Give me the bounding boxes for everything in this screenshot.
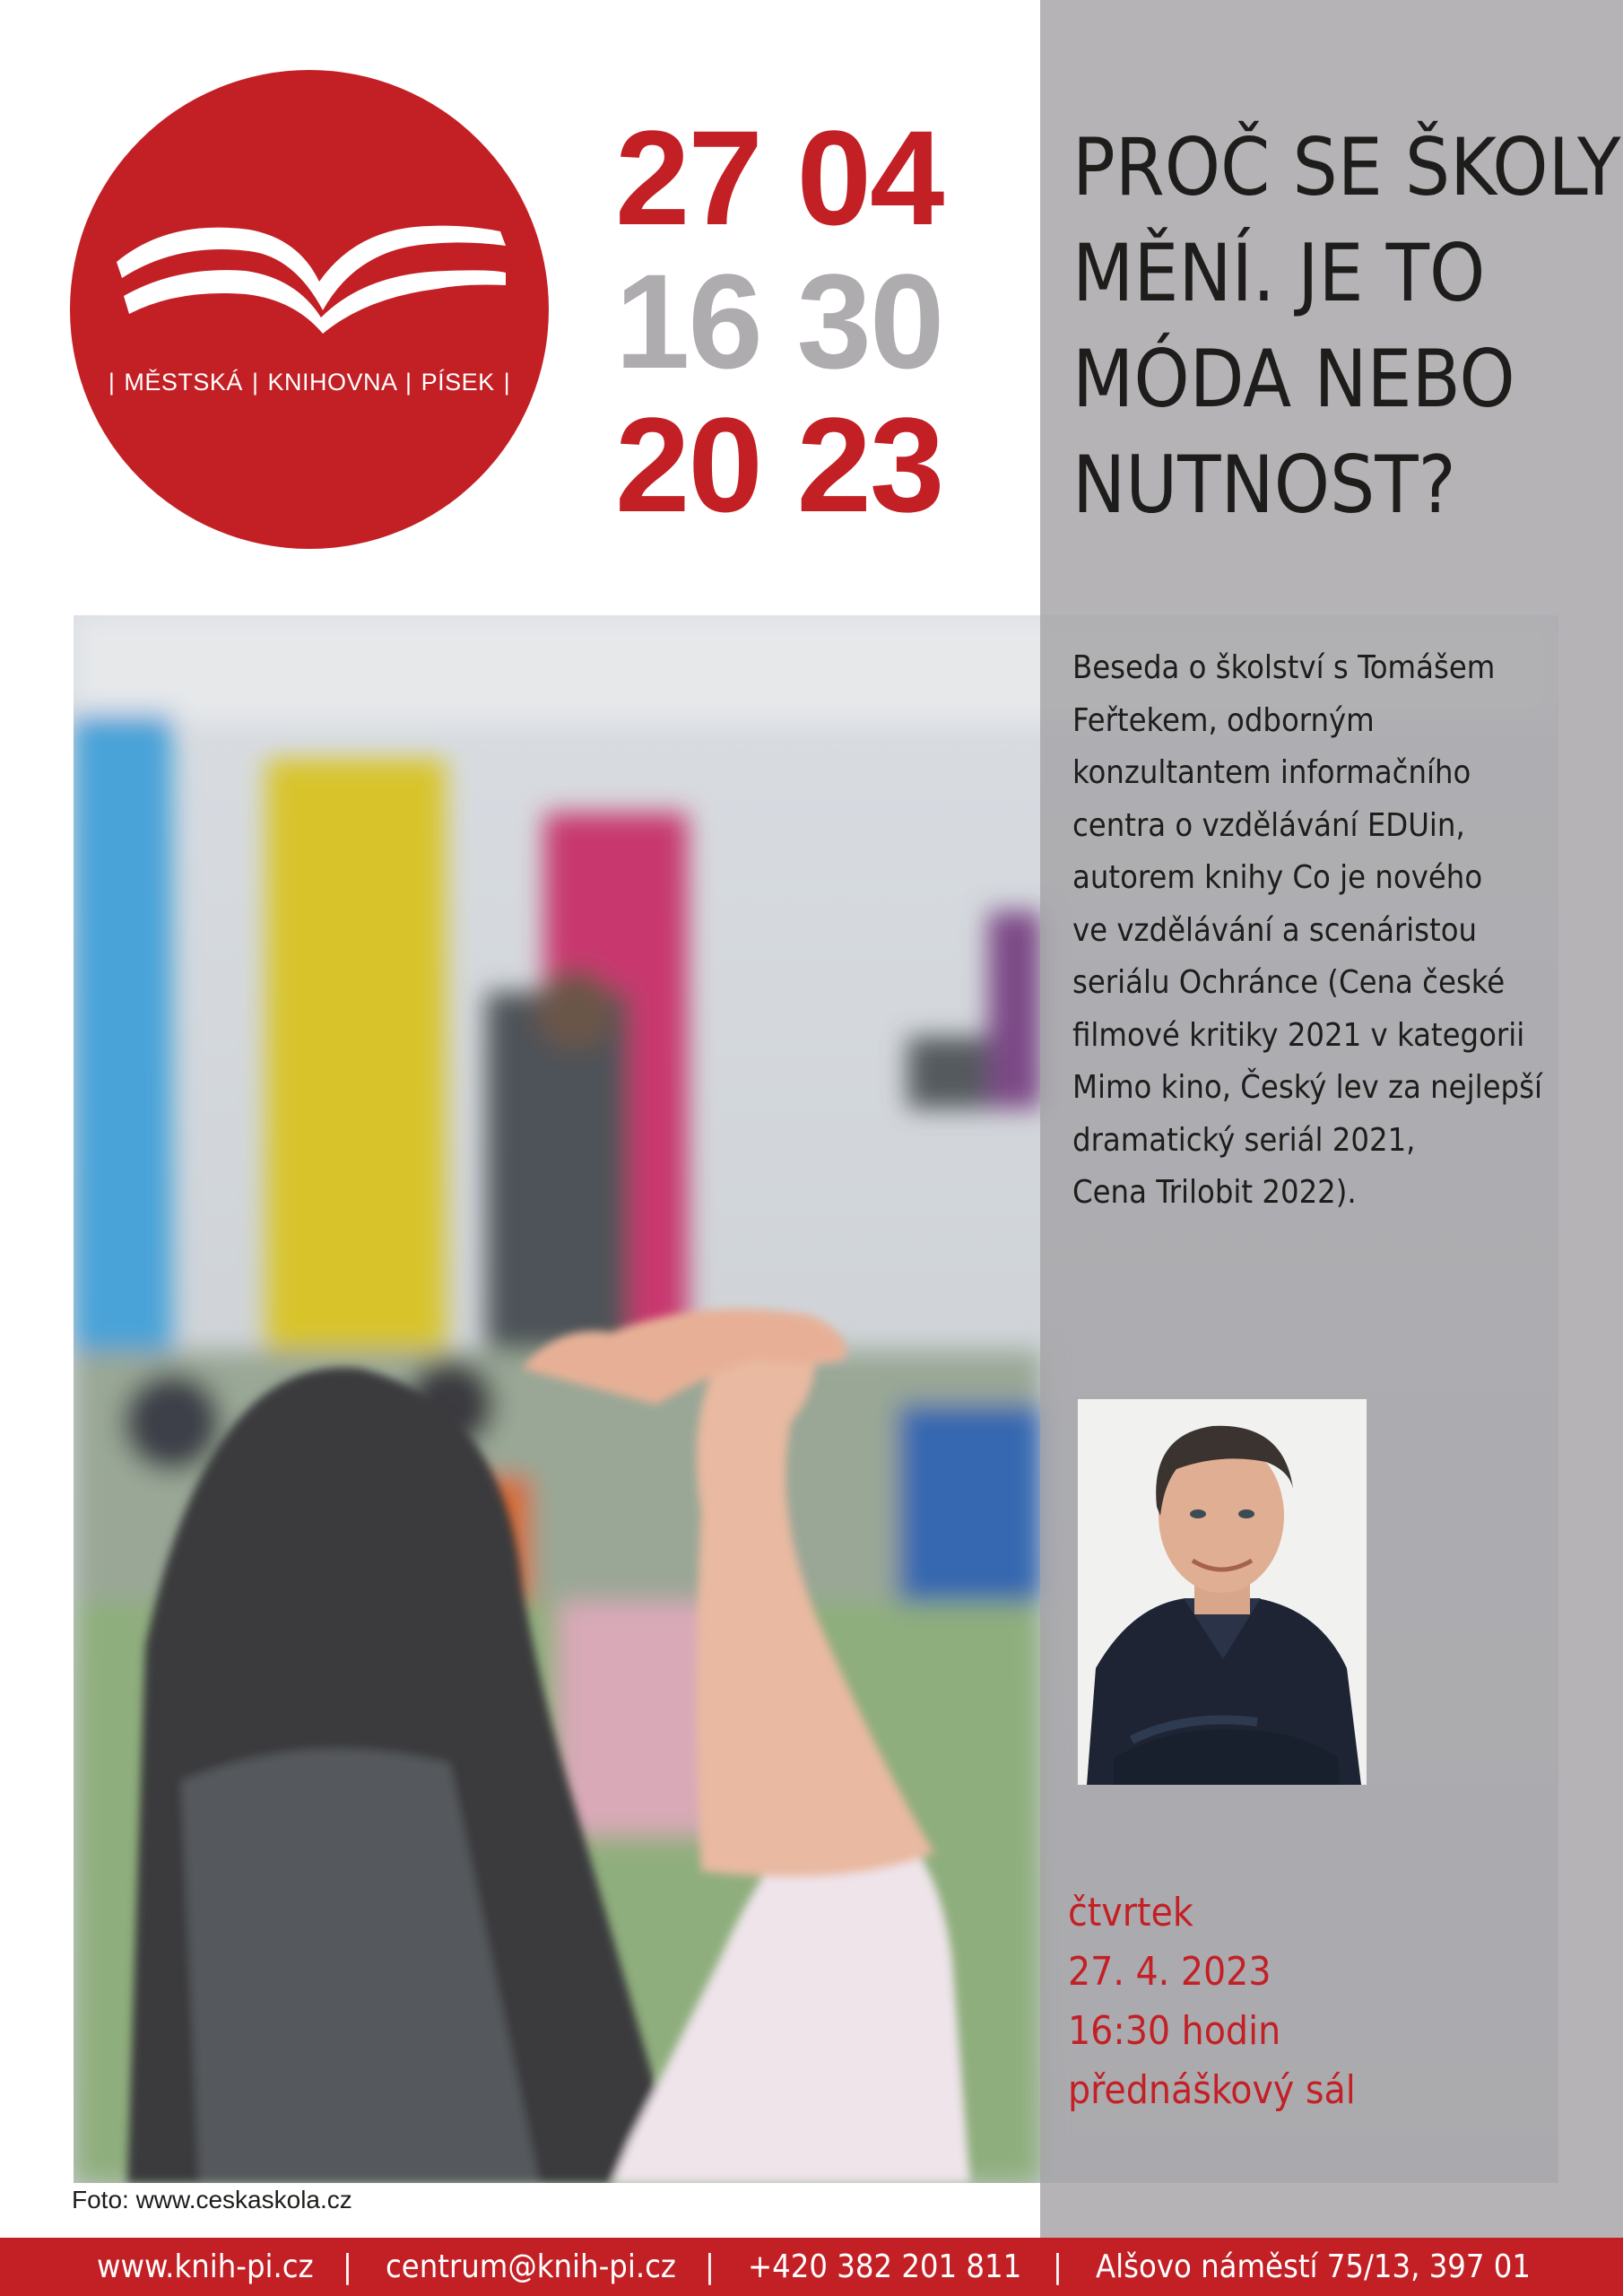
footer-separator: | xyxy=(1053,2248,1063,2285)
event-time: 16:30 hodin xyxy=(1068,2008,1281,2054)
footer-separator: | xyxy=(343,2248,352,2285)
logo-wordmark: | MĚSTSKÁ | KNIHOVNA | PÍSEK | xyxy=(108,369,511,396)
event-info xyxy=(1068,1883,1534,2120)
footer-phone[interactable]: +420 382 201 811 xyxy=(748,2248,1022,2285)
library-logo xyxy=(70,70,549,549)
event-description: Beseda o školství s Tomášem Feřtekem, odborným konzultantem informačního centra o vzdělávání EDUin, autorem knihy Co je nového ve vzdělávání a scenáristou seriálu Ochránce (Cena české filmové kritiky 2021 v kategorii Mimo kino, Český lev za nejlepší dramatický seriál 2021, Cena Trilobit 2022). xyxy=(1072,649,1542,1211)
footer-address: Alšovo náměstí 75/13, 397 01 xyxy=(1096,2248,1531,2285)
open-book-icon xyxy=(70,70,549,549)
date-day-month: 27 04 xyxy=(615,102,943,253)
logo-word-town: PÍSEK xyxy=(421,369,495,396)
event-date: 27. 4. 2023 xyxy=(1068,1949,1271,1995)
speaker-portrait xyxy=(1078,1399,1367,1785)
logo-word-city: MĚSTSKÁ xyxy=(124,369,243,396)
footer-email-link[interactable]: centrum@knih-pi.cz xyxy=(386,2248,676,2285)
contact-footer xyxy=(0,2238,1623,2296)
page-title: PROČ SE ŠKOLY MĚNÍ. JE TO MÓDA NEBO NUTNOST? xyxy=(1072,121,1621,531)
date-time: 16 30 xyxy=(615,246,943,396)
footer-website-link[interactable]: www.knih-pi.cz xyxy=(97,2248,314,2285)
date-year: 20 23 xyxy=(615,389,943,540)
event-place: přednáškový sál xyxy=(1068,2067,1356,2113)
photo-credit: Foto: www.ceskaskola.cz xyxy=(72,2186,352,2213)
logo-word-library: KNIHOVNA xyxy=(267,369,397,396)
event-date-block xyxy=(615,102,1010,540)
footer-separator: | xyxy=(705,2248,715,2285)
event-day: čtvrtek xyxy=(1068,1890,1193,1935)
